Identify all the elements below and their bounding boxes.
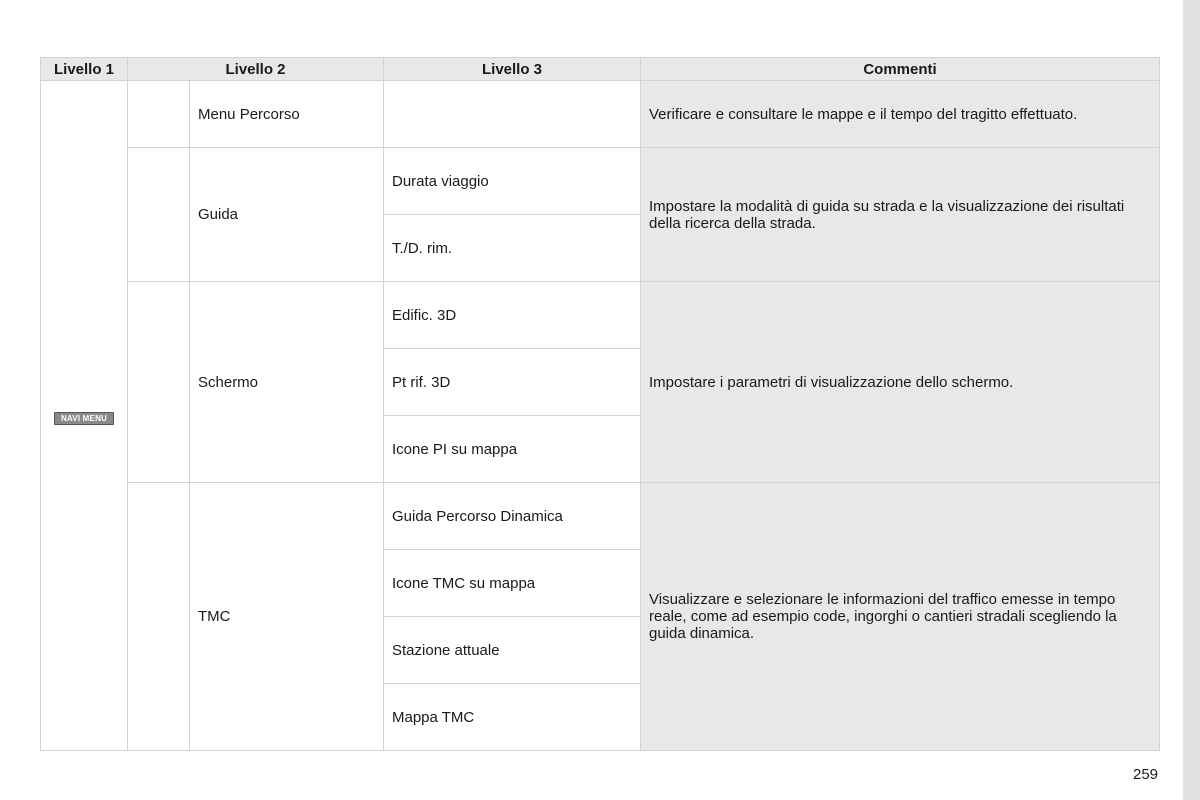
level3-td-rim: T./D. rim. bbox=[384, 215, 641, 282]
menu-structure-table bbox=[40, 57, 1160, 751]
level3-icone-pi: Icone PI su mappa bbox=[384, 416, 641, 483]
comment-cell: Impostare la modalità di guida su strada e la visualizzazione dei risultati della ricerca della strada. bbox=[641, 148, 1160, 282]
comment-cell: Visualizzare e selezionare le informazioni del traffico emesse in tempo reale, come ad esempio code, ingorghi o cantieri stradali scegliendo la guida dinamica. bbox=[641, 483, 1160, 751]
level2-menu-percorso: Menu Percorso bbox=[190, 81, 384, 148]
level3-stazione-attuale: Stazione attuale bbox=[384, 617, 641, 684]
table-row bbox=[41, 81, 1160, 148]
comment-cell: Impostare i parametri di visualizzazione dello schermo. bbox=[641, 282, 1160, 483]
table-row bbox=[41, 148, 1160, 215]
blank-cell bbox=[128, 483, 190, 751]
header-level-3: Livello 3 bbox=[384, 58, 641, 81]
level3-cell bbox=[384, 81, 641, 148]
blank-cell bbox=[128, 282, 190, 483]
level3-icone-tmc: Icone TMC su mappa bbox=[384, 550, 641, 617]
level2-schermo: Schermo bbox=[190, 282, 384, 483]
navi-menu-button-icon: NAVI MENU bbox=[54, 412, 114, 425]
table-row bbox=[41, 483, 1160, 550]
level2-tmc: TMC bbox=[190, 483, 384, 751]
table-row bbox=[41, 282, 1160, 349]
level3-mappa-tmc: Mappa TMC bbox=[384, 684, 641, 751]
comment-cell: Verificare e consultare le mappe e il tempo del tragitto effettuato. bbox=[641, 81, 1160, 148]
blank-cell bbox=[128, 81, 190, 148]
page-edge-strip bbox=[1183, 0, 1200, 800]
header-level-1: Livello 1 bbox=[41, 58, 128, 81]
level3-guida-percorso-dinamica: Guida Percorso Dinamica bbox=[384, 483, 641, 550]
level3-durata-viaggio: Durata viaggio bbox=[384, 148, 641, 215]
level2-guida: Guida bbox=[190, 148, 384, 282]
header-level-2: Livello 2 bbox=[128, 58, 384, 81]
header-comments: Commenti bbox=[641, 58, 1160, 81]
page-number: 259 bbox=[1133, 766, 1159, 783]
level1-cell bbox=[41, 81, 128, 751]
level3-edific-3d: Edific. 3D bbox=[384, 282, 641, 349]
blank-cell bbox=[128, 148, 190, 282]
table-header-row bbox=[41, 58, 1160, 81]
level3-pt-rif-3d: Pt rif. 3D bbox=[384, 349, 641, 416]
